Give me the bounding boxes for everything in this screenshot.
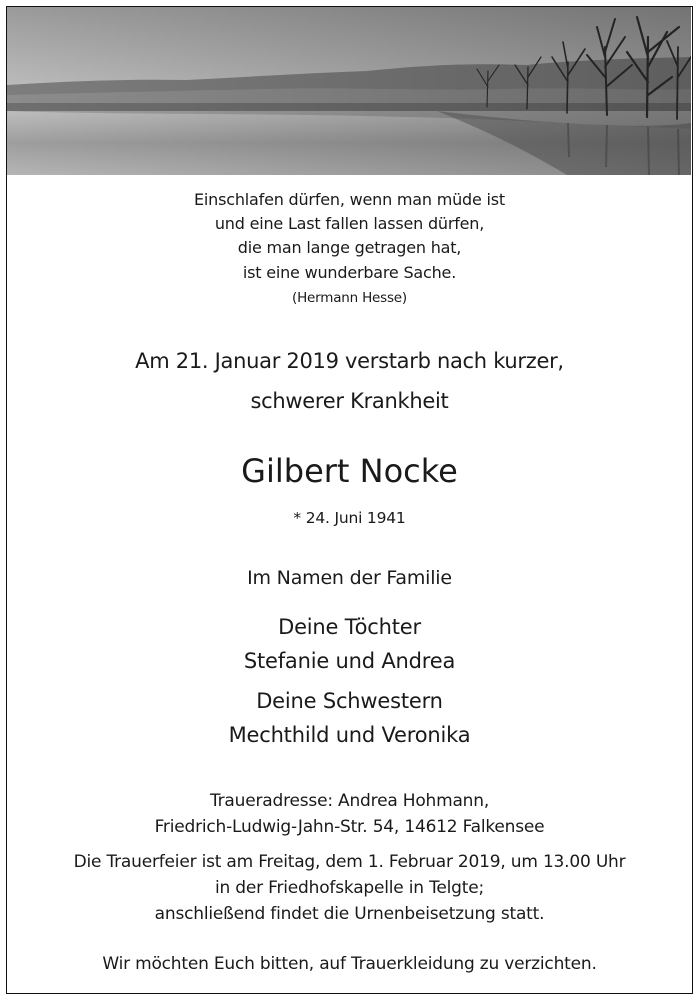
poem-line: die man lange getragen hat, bbox=[237, 238, 462, 257]
poem-line: Einschlafen dürfen, wenn man müde ist bbox=[194, 190, 505, 209]
ceremony-line-3: anschließend findet die Urnenbeisetzung statt. bbox=[154, 904, 545, 924]
family-intro: Im Namen der Familie bbox=[247, 567, 452, 589]
ceremony-line-1: Die Trauerfeier ist am Freitag, dem 1. Februar 2019, um 13.00 Uhr bbox=[73, 852, 626, 872]
lake-landscape-photo bbox=[7, 7, 691, 175]
mourner-relation: Deine Töchter bbox=[278, 615, 421, 639]
clothing-request: Wir möchten Euch bitten, auf Trauerkleidung zu verzichten. bbox=[102, 954, 597, 974]
poem-source: (Hermann Hesse) bbox=[292, 290, 407, 306]
mourner-names: Mechthild und Veronika bbox=[228, 723, 471, 747]
poem-line: und eine Last fallen lassen dürfen, bbox=[214, 214, 485, 233]
mourning-address-line-1: Traueradresse: Andrea Hohmann, bbox=[209, 791, 490, 811]
mourner-relation: Deine Schwestern bbox=[256, 689, 443, 713]
obituary-notice bbox=[6, 6, 693, 994]
poem-line: ist eine wunderbare Sache. bbox=[242, 263, 457, 282]
ceremony-line-2: in der Friedhofskapelle in Telgte; bbox=[214, 878, 484, 898]
mourning-address-line-2: Friedrich-Ludwig-Jahn-Str. 54, 14612 Falkensee bbox=[154, 817, 545, 837]
mourner-names: Stefanie und Andrea bbox=[243, 649, 456, 673]
deceased-name: Gilbert Nocke bbox=[241, 452, 458, 490]
birth-date: * 24. Juni 1941 bbox=[293, 509, 406, 527]
announcement-line-2: schwerer Krankheit bbox=[250, 389, 449, 413]
announcement-line-1: Am 21. Januar 2019 verstarb nach kurzer, bbox=[135, 349, 564, 373]
